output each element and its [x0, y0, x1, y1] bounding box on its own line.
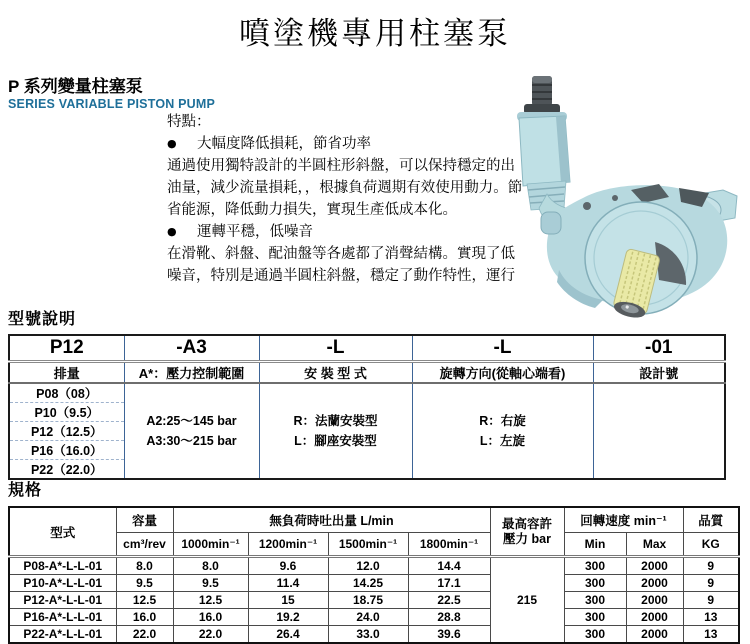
spec-q1500: 24.0 — [328, 609, 408, 626]
series-subheading: SERIES VARIABLE PISTON PUMP — [8, 97, 216, 111]
spec-q1200: 9.6 — [248, 557, 328, 575]
spec-capacity: 8.0 — [116, 557, 173, 575]
features-block — [167, 111, 523, 287]
displacement-cell: P22（22.0） — [9, 460, 124, 480]
rotation-option: L：左旋 — [479, 434, 526, 448]
spec-kg: 13 — [683, 609, 739, 626]
spec-row — [9, 575, 739, 592]
feature-text-line: 噪音，特別是通過半圓柱斜盤，穩定了動作特性，運行 — [167, 268, 515, 284]
col-header-capacity: 容量 — [116, 507, 173, 533]
spec-table — [8, 506, 740, 644]
displacement-cell: P10（9.5） — [9, 403, 124, 422]
feature-bullet-line — [167, 221, 507, 243]
spec-capacity: 16.0 — [116, 609, 173, 626]
spec-header-row-2 — [9, 533, 739, 557]
code-cell: -A3 — [124, 335, 259, 362]
spec-q1200: 11.4 — [248, 575, 328, 592]
max-pressure-label-bottom: 壓力 bar — [503, 531, 551, 546]
label-cell: 旋轉方向(從軸心端看) — [412, 362, 593, 384]
col-header-quality-unit: KG — [683, 533, 739, 557]
spec-model: P12-A*-L-L-01 — [9, 592, 116, 609]
col-header-speed-1500: 1500min⁻¹ — [328, 533, 408, 557]
label-cell: A*：壓力控制範圍 — [124, 362, 259, 384]
spec-max: 2000 — [626, 592, 683, 609]
spec-q1000: 9.5 — [173, 575, 248, 592]
mounting-option: R：法蘭安裝型 — [293, 414, 378, 428]
feature-bullet-line — [167, 133, 507, 155]
bullet-icon: ● — [167, 225, 177, 238]
spec-min: 300 — [564, 592, 626, 609]
spec-capacity: 9.5 — [116, 575, 173, 592]
spec-section-heading: 規格 — [8, 480, 43, 499]
col-header-capacity-unit: cm³/rev — [116, 533, 173, 557]
label-cell: 設計號 — [593, 362, 725, 384]
code-cell: -L — [259, 335, 412, 362]
spec-capacity: 12.5 — [116, 592, 173, 609]
max-pressure-label-top: 最高容許 — [501, 516, 552, 531]
spec-row — [9, 626, 739, 644]
spec-q1800: 28.8 — [408, 609, 490, 626]
spec-q1200: 15 — [248, 592, 328, 609]
spec-row — [9, 609, 739, 626]
spec-q1200: 19.2 — [248, 609, 328, 626]
model-code-table — [8, 334, 726, 480]
spec-capacity: 22.0 — [116, 626, 173, 644]
rotation-option: R：右旋 — [479, 414, 526, 428]
bullet-icon: ● — [167, 137, 177, 150]
mounting-option: L：腳座安裝型 — [294, 434, 377, 448]
pump-product-image — [483, 70, 748, 320]
spec-q1800: 14.4 — [408, 557, 490, 575]
feature-text-line: 油量，減少流量損耗，，根據負荷週期有效使用動力。節 — [167, 180, 523, 196]
spec-q1800: 39.6 — [408, 626, 490, 644]
feature-text-line: 省能源，降低動力損失，實現生產低成本化。 — [167, 202, 457, 218]
col-header-quality: 品質 — [683, 507, 739, 533]
spec-model: P22-A*-L-L-01 — [9, 626, 116, 644]
model-label-row — [9, 362, 725, 384]
col-header-model: 型式 — [9, 507, 116, 557]
pressure-option: A3:30～215 bar — [146, 434, 237, 448]
pressure-control-options — [124, 383, 259, 479]
col-header-speed-1800: 1800min⁻¹ — [408, 533, 490, 557]
spec-q1500: 18.75 — [328, 592, 408, 609]
feature-text-line: 在滑靴、斜盤、配油盤等各處都了消聲結構。實現了低 — [167, 246, 515, 262]
spec-q1800: 22.5 — [408, 592, 490, 609]
spec-header-row-1 — [9, 507, 739, 533]
spec-max: 2000 — [626, 626, 683, 644]
col-header-max-pressure — [490, 507, 564, 557]
pressure-option: A2:25～145 bar — [146, 414, 237, 428]
spec-kg: 9 — [683, 592, 739, 609]
model-section-heading: 型號說明 — [8, 309, 77, 328]
displacement-cell: P16（16.0） — [9, 441, 124, 460]
spec-q1000: 16.0 — [173, 609, 248, 626]
spec-min: 300 — [564, 609, 626, 626]
col-header-speed-1200: 1200min⁻¹ — [248, 533, 328, 557]
col-header-speed-group: 回轉速度 min⁻¹ — [564, 507, 683, 533]
spec-q1500: 33.0 — [328, 626, 408, 644]
spec-model: P10-A*-L-L-01 — [9, 575, 116, 592]
col-header-speed-1000: 1000min⁻¹ — [173, 533, 248, 557]
displacement-row — [9, 383, 725, 403]
label-cell: 安 裝 型 式 — [259, 362, 412, 384]
feature-text: 大幅度降低損耗，節省功率 — [197, 136, 371, 152]
spec-kg: 13 — [683, 626, 739, 644]
col-header-discharge-group: 無負荷時吐出量 L/min — [173, 507, 490, 533]
col-header-max: Max — [626, 533, 683, 557]
spec-row — [9, 592, 739, 609]
spec-max: 2000 — [626, 575, 683, 592]
spec-model: P08-A*-L-L-01 — [9, 557, 116, 575]
spec-q1000: 8.0 — [173, 557, 248, 575]
label-cell: 排量 — [9, 362, 124, 384]
spec-q1500: 12.0 — [328, 557, 408, 575]
spec-row — [9, 557, 739, 575]
spec-q1200: 26.4 — [248, 626, 328, 644]
feature-text-line: 通過使用獨特設計的半圓柱形斜盤，可以保持穩定的出 — [167, 158, 515, 174]
spec-q1500: 14.25 — [328, 575, 408, 592]
series-heading: P 系列變量柱塞泵 — [8, 77, 143, 96]
spec-min: 300 — [564, 575, 626, 592]
spec-q1800: 17.1 — [408, 575, 490, 592]
rotation-options — [412, 383, 593, 479]
code-cell: -L — [412, 335, 593, 362]
displacement-cell: P12（12.5） — [9, 422, 124, 441]
displacement-cell: P08（08） — [9, 383, 124, 403]
spec-min: 300 — [564, 557, 626, 575]
page-title: 噴塗機專用柱塞泵 — [239, 16, 511, 52]
spec-q1000: 12.5 — [173, 592, 248, 609]
design-number-cell — [593, 383, 725, 479]
mounting-options — [259, 383, 412, 479]
col-header-min: Min — [564, 533, 626, 557]
spec-q1000: 22.0 — [173, 626, 248, 644]
spec-model: P16-A*-L-L-01 — [9, 609, 116, 626]
code-cell: -01 — [593, 335, 725, 362]
spec-kg: 9 — [683, 575, 739, 592]
spec-min: 300 — [564, 626, 626, 644]
model-code-row — [9, 335, 725, 362]
spec-max: 2000 — [626, 557, 683, 575]
max-pressure-value: 215 — [490, 557, 564, 644]
code-cell: P12 — [9, 335, 124, 362]
spec-kg: 9 — [683, 557, 739, 575]
feature-text: 運轉平穩，低噪音 — [197, 224, 313, 240]
spec-max: 2000 — [626, 609, 683, 626]
features-label: 特點： — [167, 114, 211, 130]
